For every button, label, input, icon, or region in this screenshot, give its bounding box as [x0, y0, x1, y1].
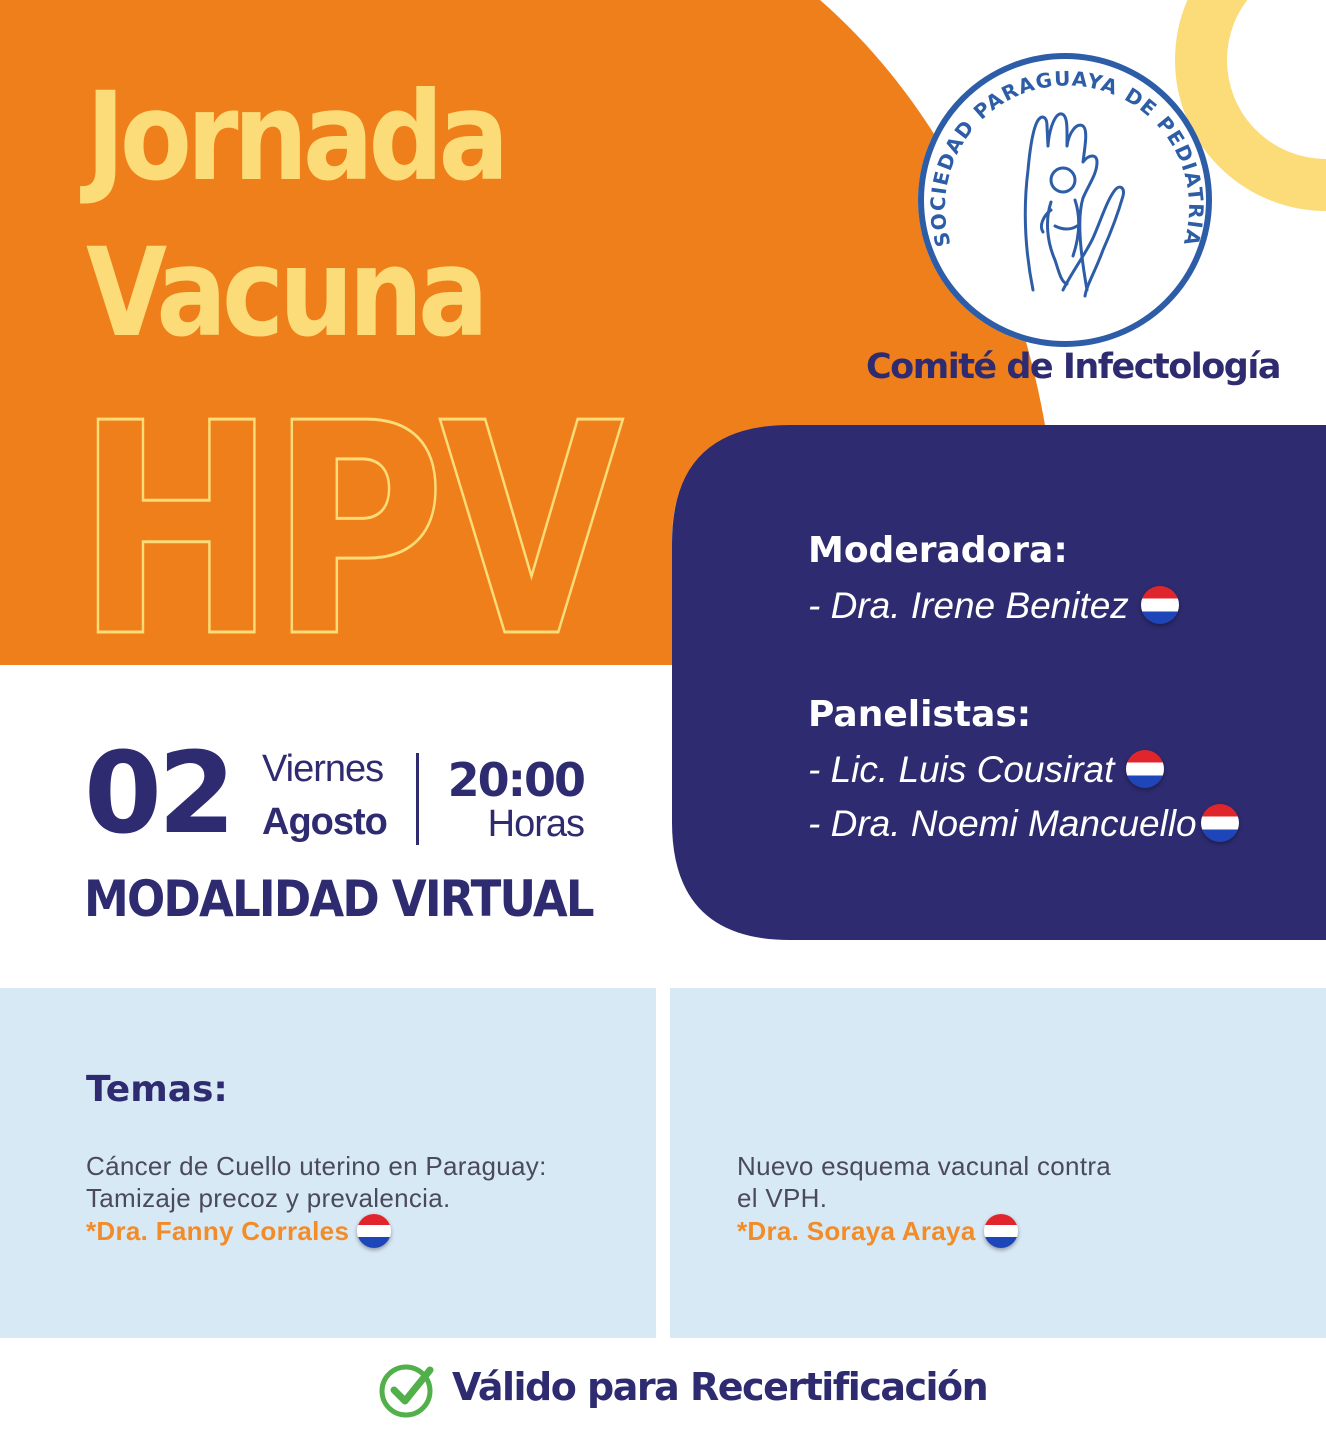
moderator-heading: Moderadora: — [808, 530, 1068, 571]
topic-line: Cáncer de Cuello uterino en Paraguay: — [86, 1151, 547, 1181]
topics-heading: Temas: — [86, 1069, 228, 1110]
topic-line: el VPH. — [737, 1183, 828, 1213]
topic-speaker-row — [86, 1214, 391, 1248]
committee-name: Comité de Infectología — [866, 347, 1280, 387]
event-month: Agosto — [262, 801, 387, 843]
panelist-row — [808, 804, 1239, 842]
topic-speaker-row — [737, 1214, 1018, 1248]
moderator-name-row — [808, 586, 1179, 624]
event-day: 02 — [84, 729, 232, 859]
topic-speaker: *Dra. Fanny Corrales — [86, 1216, 350, 1246]
logo-ring-text: SOCIEDAD PARAGUAYA DE PEDIATRIA — [925, 66, 1209, 250]
title-hpv: HPV — [76, 361, 618, 701]
topic-speaker: *Dra. Soraya Araya — [737, 1216, 976, 1246]
moderator-name: - Dra. Irene Benitez — [808, 584, 1129, 626]
event-time: 20:00 — [447, 753, 584, 807]
panelist-name: - Lic. Luis Cousirat — [808, 748, 1115, 790]
sociedad-paraguaya-pediatria-logo — [915, 50, 1215, 350]
panelists-heading: Panelistas: — [808, 694, 1032, 735]
recertification-note: Válido para Recertificación — [452, 1365, 988, 1409]
check-circle-icon — [378, 1360, 438, 1420]
paraguay-flag-icon — [984, 1214, 1018, 1248]
panelist-name: - Dra. Noemi Mancuello — [808, 802, 1197, 844]
yellow-arc-decoration — [1201, 0, 1326, 185]
panelist-row — [808, 750, 1164, 788]
title-vacuna: Vacuna — [86, 222, 484, 364]
navy-speakers-panel — [672, 425, 1326, 940]
event-weekday: Viernes — [262, 748, 384, 790]
topic-line: Tamizaje precoz y prevalencia. — [86, 1183, 451, 1213]
paraguay-flag-icon — [1201, 804, 1239, 842]
date-time-divider — [416, 753, 419, 845]
event-modality: MODALIDAD VIRTUAL — [84, 870, 593, 928]
topic-description — [86, 1150, 547, 1214]
topic-description — [737, 1150, 1111, 1214]
topic-line: Nuevo esquema vacunal contra — [737, 1151, 1112, 1181]
paraguay-flag-icon — [1126, 750, 1164, 788]
title-jornada: Jornada — [86, 66, 505, 208]
paraguay-flag-icon — [357, 1214, 391, 1248]
paraguay-flag-icon — [1141, 586, 1179, 624]
event-time-unit: Horas — [487, 803, 584, 845]
